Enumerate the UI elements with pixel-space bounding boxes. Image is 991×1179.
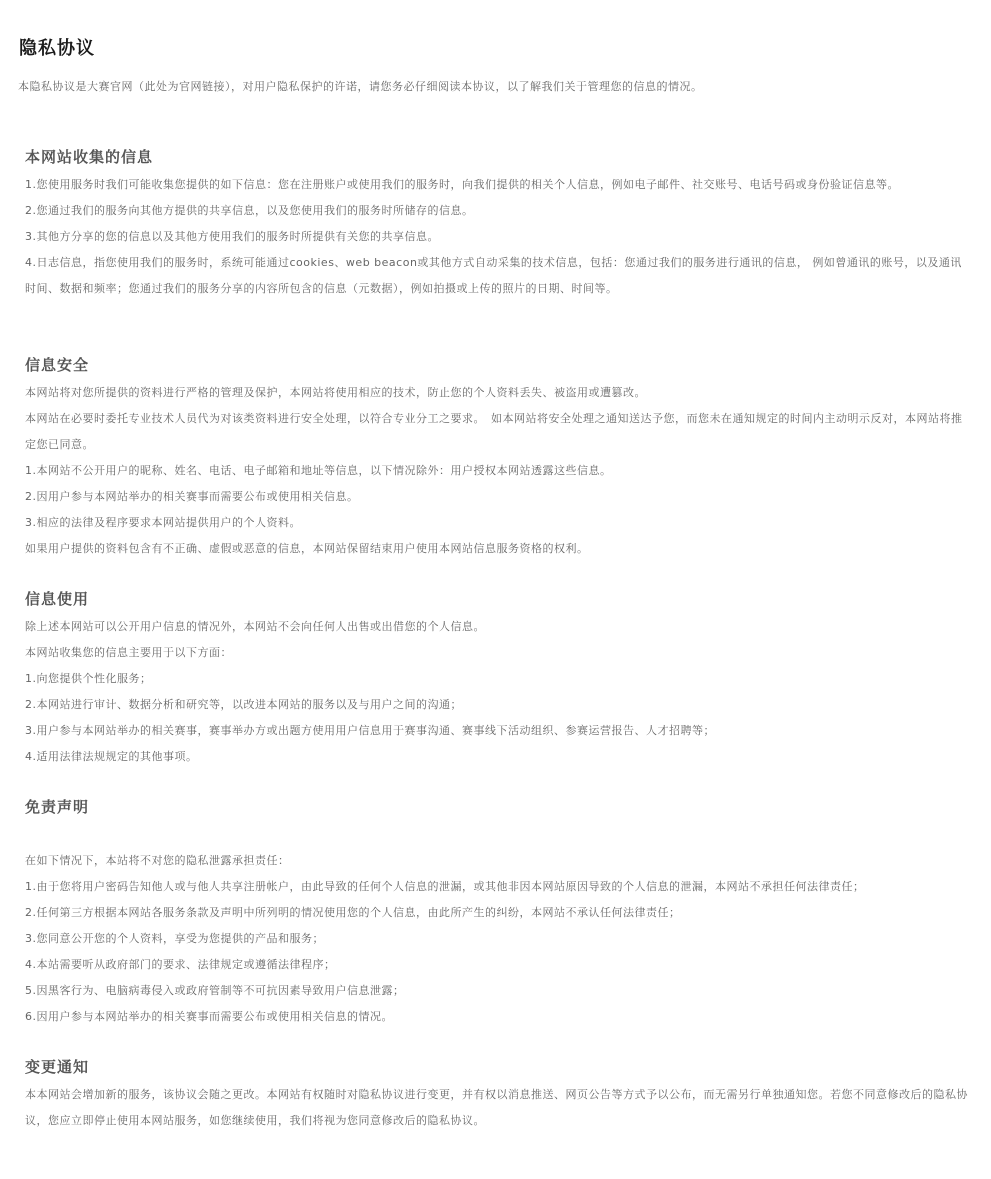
section-paragraph: 本网站在必要时委托专业技术人员代为对该类资料进行安全处理，以符合专业分工之要求。 如本网站将安全处理之通知送达予您，而您未在通知规定的时间内主动明示反对，本网站将推定您已同意。 <box>25 412 963 451</box>
section-heading: 信息安全 <box>25 356 90 374</box>
section-paragraph: 在如下情况下，本站将不对您的隐私泄露承担责任： <box>25 854 290 867</box>
section-paragraph: 5.因黑客行为、电脑病毒侵入或政府管制等不可抗因素导致用户信息泄露； <box>25 984 405 997</box>
section-paragraph: 3.相应的法律及程序要求本网站提供用户的个人资料。 <box>25 516 301 529</box>
section-heading: 本网站收集的信息 <box>25 148 154 166</box>
section-paragraph: 本本网站会增加新的服务，该协议会随之更改。本网站有权随时对隐私协议进行变更，并有权以消息推送、网页公告等方式予以公布，而无需另行单独通知您。若您不同意修改后的隐私协议，您应立即停止使用本网站服务，如您继续使用，我们将视为您同意修改后的隐私协议。 <box>25 1088 968 1127</box>
section-paragraph: 4.适用法律法规规定的其他事项。 <box>25 750 198 763</box>
page-title: 隐私协议 <box>19 38 95 59</box>
intro-text: 本隐私协议是大赛官网（此处为官网链接），对用户隐私保护的许诺，请您务必仔细阅读本协议，以了解我们关于管理您的信息的情况。 <box>18 80 703 93</box>
section-paragraph: 3.其他方分享的您的信息以及其他方使用我们的服务时所提供有关您的共享信息。 <box>25 230 439 243</box>
section-paragraph: 1.向您提供个性化服务； <box>25 672 152 685</box>
section-collected-info <box>25 147 970 302</box>
section-change-notice <box>25 1057 970 1134</box>
section-heading: 变更通知 <box>25 1058 90 1076</box>
section-paragraph: 2.任何第三方根据本网站各服务条款及声明中所列明的情况使用您的个人信息，由此所产生的纠纷，本网站不承认任何法律责任； <box>25 906 681 919</box>
section-disclaimer <box>25 797 970 1030</box>
section-paragraph: 除上述本网站可以公开用户信息的情况外，本网站不会向任何人出售或出借您的个人信息。 <box>25 620 485 633</box>
section-info-security <box>25 355 970 562</box>
section-paragraph: 1.本网站不公开用户的昵称、姓名、电话、电子邮箱和地址等信息，以下情况除外：用户授权本网站透露这些信息。 <box>25 464 612 477</box>
section-paragraph: 本网站将对您所提供的资料进行严格的管理及保护，本网站将使用相应的技术，防止您的个人资料丢失、被盗用或遭篡改。 <box>25 386 646 399</box>
section-heading: 信息使用 <box>25 590 90 608</box>
section-paragraph: 4.本站需要听从政府部门的要求、法律规定或遵循法律程序； <box>25 958 336 971</box>
section-paragraph: 如果用户提供的资料包含有不正确、虚假或恶意的信息，本网站保留结束用户使用本网站信息服务资格的权利。 <box>25 542 589 555</box>
section-paragraph: 2.您通过我们的服务向其他方提供的共享信息，以及您使用我们的服务时所储存的信息。 <box>25 204 474 217</box>
section-paragraph: 1.由于您将用户密码告知他人或与他人共享注册帐户，由此导致的任何个人信息的泄漏，或其他非因本网站原因导致的个人信息的泄漏，本网站不承担任何法律责任； <box>25 880 865 893</box>
section-paragraph: 本网站收集您的信息主要用于以下方面： <box>25 646 232 659</box>
section-paragraph: 2.本网站进行审计、数据分析和研究等，以改进本网站的服务以及与用户之间的沟通； <box>25 698 462 711</box>
section-info-usage <box>25 589 970 770</box>
section-paragraph: 3.您同意公开您的个人资料，享受为您提供的产品和服务； <box>25 932 324 945</box>
section-heading: 免责声明 <box>25 798 90 816</box>
section-paragraph: 6.因用户参与本网站举办的相关赛事而需要公布或使用相关信息的情况。 <box>25 1010 393 1023</box>
section-paragraph: 2.因用户参与本网站举办的相关赛事而需要公布或使用相关信息。 <box>25 490 359 503</box>
section-paragraph: 3.用户参与本网站举办的相关赛事，赛事举办方或出题方使用用户信息用于赛事沟通、赛事线下活动组织、参赛运营报告、人才招聘等； <box>25 724 715 737</box>
section-paragraph: 1.您使用服务时我们可能收集您提供的如下信息：您在注册账户或使用我们的服务时，向我们提供的相关个人信息，例如电子邮件、社交账号、电话号码或身份验证信息等。 <box>25 178 899 191</box>
section-paragraph: 4.日志信息，指您使用我们的服务时，系统可能通过cookies、web beacon或其他方式自动采集的技术信息，包括：您通过我们的服务进行通讯的信息， 例如曾通讯的账号，以及通讯时间、数据和频率；您通过我们的服务分享的内容所包含的信息（元数据），例如拍摄或上传的照片的日期、时间等。 <box>25 256 962 295</box>
